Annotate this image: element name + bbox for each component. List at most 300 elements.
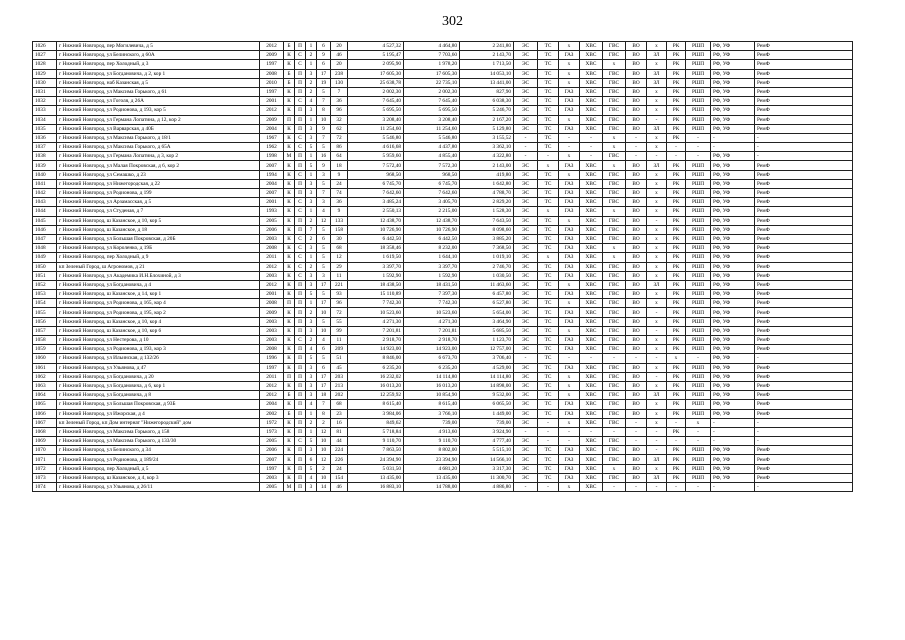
table-cell: г Нижний Новгород, ул Родионова, д 189/24	[57, 455, 260, 464]
table-cell: ВО	[626, 409, 647, 418]
table-cell: г Нижний Новгород, ул Большая Покровская, д 20Б	[57, 234, 260, 243]
table-cell: 4 616,68	[348, 143, 404, 152]
table-cell: РШП	[686, 308, 711, 317]
table-cell: 7 645,40	[404, 97, 460, 106]
table-cell: РК	[667, 234, 686, 243]
table-cell: 1	[306, 60, 317, 69]
table-cell: 7 742,30	[404, 299, 460, 308]
table-cell: -	[538, 418, 559, 427]
table-cell: ТС	[538, 473, 559, 482]
table-cell: РК	[667, 280, 686, 289]
table-cell: 1997	[260, 464, 284, 473]
table-cell: 9	[317, 51, 331, 60]
table-cell: 5 515,10	[460, 446, 514, 455]
table-cell: 4	[306, 97, 317, 106]
table-cell: ГАЗ	[559, 253, 580, 262]
table-cell: 7 642,60	[404, 189, 460, 198]
table-cell: РШП	[686, 363, 711, 372]
table-cell: х	[603, 133, 626, 142]
table-cell: 3	[317, 170, 331, 179]
table-cell: 10 523,60	[348, 308, 404, 317]
table-cell: 2004	[260, 179, 284, 188]
table-cell: 16 232,02	[348, 372, 404, 381]
table-cell: 2	[317, 418, 331, 427]
table-cell: С	[295, 262, 306, 271]
table-cell: 1 713,50	[460, 60, 514, 69]
table-cell: х	[647, 143, 667, 152]
table-cell: К	[284, 473, 295, 482]
table-cell: 64	[331, 152, 348, 161]
table-cell: 9	[317, 124, 331, 133]
table-cell: РК	[667, 464, 686, 473]
table-cell: 8	[317, 106, 331, 115]
table-cell: ГВС	[603, 372, 626, 381]
table-cell: 3 405,70	[404, 198, 460, 207]
table-cell: РК	[667, 271, 686, 280]
table-cell: 1042	[33, 189, 57, 198]
table-cell: 3	[306, 244, 317, 253]
table-cell: ЭС	[514, 290, 538, 299]
table-cell: 12	[317, 455, 331, 464]
table-cell: -	[686, 483, 711, 492]
table-cell: х	[559, 170, 580, 179]
table-cell: РемФ	[755, 124, 853, 133]
table-cell: 5 246,70	[460, 106, 514, 115]
table-cell: ЭС	[514, 78, 538, 87]
table-cell: 202	[331, 391, 348, 400]
table-cell: г Нижний Новгород, ш Казанское, д 18	[57, 225, 260, 234]
table-cell: -	[711, 418, 755, 427]
table-cell: РК	[667, 290, 686, 299]
table-cell: ВО	[626, 42, 647, 51]
table-cell: ГВС	[603, 87, 626, 96]
table-cell: Б	[284, 391, 295, 400]
table-row	[33, 473, 853, 482]
table-cell: 2002	[260, 409, 284, 418]
table-cell: 2009	[260, 51, 284, 60]
table-cell: ТС	[538, 326, 559, 335]
table-cell: ТС	[538, 143, 559, 152]
table-cell: 2003	[260, 336, 284, 345]
table-cell: ГВС	[603, 437, 626, 446]
table-cell: 6 673,70	[404, 354, 460, 363]
table-cell: 23 394,90	[404, 455, 460, 464]
table-cell: К	[284, 60, 295, 69]
table-cell: -	[603, 483, 626, 492]
table-cell: РШП	[686, 97, 711, 106]
table-cell: ХВС	[580, 483, 603, 492]
table-cell: г Нижний Новгород, пер Холодный, д 9	[57, 253, 260, 262]
table-cell: С	[295, 170, 306, 179]
table-cell: ВО	[626, 78, 647, 87]
table-cell: РК	[667, 446, 686, 455]
table-cell: РемФ	[755, 345, 853, 354]
table-cell: 1997	[260, 363, 284, 372]
table-cell: РК	[667, 189, 686, 198]
table-cell: П	[295, 446, 306, 455]
table-cell: -	[626, 427, 647, 436]
table-cell: 9	[317, 161, 331, 170]
table-cell: 2008	[260, 69, 284, 78]
table-cell: ХВС	[580, 207, 603, 216]
table-cell: ХВС	[580, 97, 603, 106]
table-cell: ХВС	[580, 115, 603, 124]
table-row	[33, 317, 853, 326]
table-cell: С	[295, 234, 306, 243]
table-cell: -	[626, 418, 647, 427]
table-cell: ЭС	[514, 271, 538, 280]
table-cell: -	[755, 152, 853, 161]
table-cell: П	[284, 115, 295, 124]
table-cell: 32	[331, 115, 348, 124]
table-cell: -	[647, 372, 667, 381]
table-cell: 4 464,80	[404, 42, 460, 51]
table-cell: Б	[284, 42, 295, 51]
table-cell: 4 527,32	[348, 42, 404, 51]
table-cell: г Нижний Новгород, ул Семашко, д 23	[57, 170, 260, 179]
table-cell: г Нижний Новгород, пер Холодный, д 3	[57, 60, 260, 69]
table-cell: 55	[331, 317, 348, 326]
table-cell: ТС	[538, 60, 559, 69]
table-cell: ХВС	[580, 464, 603, 473]
table-cell: РК	[667, 409, 686, 418]
table-cell: П	[284, 372, 295, 381]
table-cell: ЭС	[514, 42, 538, 51]
table-cell: К	[284, 345, 295, 354]
table-cell: ГАЗ	[559, 87, 580, 96]
table-cell: х	[647, 363, 667, 372]
table-cell: 4 271,30	[404, 317, 460, 326]
table-cell: П	[295, 179, 306, 188]
table-cell: -	[626, 437, 647, 446]
table-cell: ГВС	[603, 409, 626, 418]
table-cell: К	[284, 124, 295, 133]
table-cell: г Нижний Новгород, ул Родионова, д 193, кор 3	[57, 345, 260, 354]
table-cell: г Нижний Новгород, ул Максима Горького, д 133/30	[57, 437, 260, 446]
table-row	[33, 391, 853, 400]
table-cell: х	[603, 143, 626, 152]
table-cell: 46	[331, 51, 348, 60]
table-cell: 1060	[33, 354, 57, 363]
table-row	[33, 326, 853, 335]
table-cell: РемФ	[755, 473, 853, 482]
table-cell: 1048	[33, 244, 57, 253]
table-cell: 419,80	[460, 170, 514, 179]
table-cell: РФ, УФ	[711, 78, 755, 87]
table-cell: 11	[331, 271, 348, 280]
table-cell: -	[686, 427, 711, 436]
table-cell: -	[647, 354, 667, 363]
table-cell: 2011	[260, 372, 284, 381]
table-cell: РФ, УФ	[711, 225, 755, 234]
table-row	[33, 225, 853, 234]
table-cell: 7	[331, 87, 348, 96]
table-cell: РФ, УФ	[711, 308, 755, 317]
table-cell: ЗЛ	[647, 455, 667, 464]
table-cell: РК	[667, 262, 686, 271]
table-cell: К	[284, 179, 295, 188]
table-cell: -	[755, 133, 853, 142]
table-cell: 3	[317, 271, 331, 280]
table-cell: 1 644,10	[404, 253, 460, 262]
table-cell: К	[284, 87, 295, 96]
table-cell: ТС	[538, 42, 559, 51]
table-cell: 1044	[33, 207, 57, 216]
table-cell: ЗЛ	[647, 78, 667, 87]
table-cell: Б	[284, 409, 295, 418]
table-cell: ГАЗ	[559, 363, 580, 372]
table-cell: 4 788,70	[460, 189, 514, 198]
table-cell: -	[538, 427, 559, 436]
table-cell: РК	[667, 363, 686, 372]
table-cell: РФ, УФ	[711, 234, 755, 243]
table-cell: 96	[331, 106, 348, 115]
table-cell: 3	[306, 381, 317, 390]
table-cell: 2005	[260, 437, 284, 446]
table-cell: РемФ	[755, 363, 853, 372]
table-cell: 3	[306, 317, 317, 326]
table-cell: 7	[317, 400, 331, 409]
table-cell: 8	[317, 409, 331, 418]
table-cell: 4 777,40	[460, 437, 514, 446]
table-cell: К	[284, 143, 295, 152]
table-cell: П	[295, 290, 306, 299]
table-cell: 1	[306, 409, 317, 418]
table-cell: х	[647, 97, 667, 106]
table-cell: ВО	[626, 69, 647, 78]
table-cell: 2008	[260, 299, 284, 308]
table-cell: ВО	[626, 345, 647, 354]
table-cell: 2005	[260, 216, 284, 225]
table-cell: ГВС	[603, 152, 626, 161]
table-cell: ГВС	[603, 115, 626, 124]
table-cell: 72	[331, 308, 348, 317]
table-cell: РемФ	[755, 400, 853, 409]
table-cell: РШП	[686, 290, 711, 299]
table-cell: 12 438,70	[348, 216, 404, 225]
table-cell: г Нижний Новгород, ул Арзамасская, д 5	[57, 198, 260, 207]
table-cell: 5	[306, 161, 317, 170]
table-cell: 2 167,20	[460, 115, 514, 124]
table-cell: х	[538, 253, 559, 262]
table-cell: ТС	[538, 336, 559, 345]
table-cell: 2006	[260, 446, 284, 455]
table-cell: 18 358,46	[348, 244, 404, 253]
table-cell: 4 529,00	[460, 363, 514, 372]
table-row	[33, 354, 853, 363]
table-cell: ЭС	[514, 161, 538, 170]
table-cell: ЗЛ	[647, 161, 667, 170]
table-cell: РФ, УФ	[711, 446, 755, 455]
table-cell: ГВС	[603, 400, 626, 409]
table-cell: 17 605,30	[348, 69, 404, 78]
table-cell: 221	[331, 280, 348, 289]
table-cell: ГВС	[603, 170, 626, 179]
table-cell: 154	[331, 473, 348, 482]
table-cell: 11	[331, 336, 348, 345]
table-cell: 6 745,70	[348, 179, 404, 188]
table-cell: П	[295, 418, 306, 427]
table-cell: ХВС	[580, 198, 603, 207]
table-cell: 1043	[33, 198, 57, 207]
table-cell: РШП	[686, 336, 711, 345]
table-cell: РШП	[686, 464, 711, 473]
table-cell: -	[647, 437, 667, 446]
table-cell: 2008	[260, 345, 284, 354]
table-cell: П	[295, 391, 306, 400]
table-cell: РФ, УФ	[711, 354, 755, 363]
table-cell: ВО	[626, 326, 647, 335]
table-cell: х	[647, 400, 667, 409]
table-cell: ГВС	[603, 308, 626, 317]
table-cell: РФ, УФ	[711, 409, 755, 418]
table-cell: х	[559, 372, 580, 381]
table-cell: П	[295, 87, 306, 96]
table-cell: 5	[317, 225, 331, 234]
table-cell: 18 438,50	[348, 280, 404, 289]
table-cell: ГАЗ	[559, 234, 580, 243]
table-cell: 1031	[33, 87, 57, 96]
table-cell: г Нижний Новгород, ул Белинского, д 60А	[57, 51, 260, 60]
table-cell: 22 735,10	[404, 78, 460, 87]
table-cell: 1 030,50	[460, 271, 514, 280]
table-cell: х	[603, 244, 626, 253]
table-cell: х	[559, 280, 580, 289]
table-cell: -	[711, 133, 755, 142]
table-cell: ТС	[538, 106, 559, 115]
table-cell: РФ, УФ	[711, 455, 755, 464]
table-cell: ТС	[538, 363, 559, 372]
table-cell: ГВС	[603, 198, 626, 207]
table-cell: РШП	[686, 161, 711, 170]
table-cell: ВО	[626, 189, 647, 198]
table-cell: 1	[306, 207, 317, 216]
table-cell: ХВС	[580, 381, 603, 390]
table-cell: -	[514, 133, 538, 142]
table-cell: 1054	[33, 299, 57, 308]
table-cell: 1996	[260, 354, 284, 363]
table-cell: РК	[667, 345, 686, 354]
table-cell: 14 114,80	[404, 372, 460, 381]
table-cell: 1068	[33, 427, 57, 436]
table-cell: РК	[667, 42, 686, 51]
table-row	[33, 189, 853, 198]
table-cell: 25 638,78	[348, 78, 404, 87]
table-cell: РемФ	[755, 290, 853, 299]
table-cell: ЭС	[514, 455, 538, 464]
table-cell: 1065	[33, 400, 57, 409]
table-cell: 46	[331, 483, 348, 492]
table-cell: РК	[667, 133, 686, 142]
table-cell: ЗЛ	[647, 51, 667, 60]
table-cell: ЭС	[514, 106, 538, 115]
table-cell: РК	[667, 381, 686, 390]
table-cell: ВО	[626, 87, 647, 96]
table-cell: К	[284, 290, 295, 299]
table-cell: С	[295, 271, 306, 280]
table-cell: РФ, УФ	[711, 179, 755, 188]
table-cell: ВО	[626, 115, 647, 124]
table-cell: ТС	[538, 354, 559, 363]
table-cell: 2011	[260, 253, 284, 262]
table-cell: -	[514, 143, 538, 152]
table-cell: РШП	[686, 372, 711, 381]
table-cell: 11 254,60	[404, 124, 460, 133]
table-cell: х	[603, 207, 626, 216]
table-row	[33, 60, 853, 69]
table-cell: х	[647, 106, 667, 115]
table-cell: 14	[317, 483, 331, 492]
table-row	[33, 253, 853, 262]
table-cell: С	[295, 60, 306, 69]
table-cell: 2007	[260, 161, 284, 170]
table-cell: -	[686, 133, 711, 142]
table-cell: 4 271,30	[348, 317, 404, 326]
table-cell: 68	[331, 400, 348, 409]
table-cell: 3 397,70	[404, 262, 460, 271]
table-cell: 24	[331, 464, 348, 473]
table-cell: РШП	[686, 115, 711, 124]
table-cell: х	[647, 234, 667, 243]
table-cell: ЭС	[514, 345, 538, 354]
table-cell: 1067	[33, 418, 57, 427]
table-cell: РШП	[686, 326, 711, 335]
table-cell: К	[284, 427, 295, 436]
table-cell: 1	[306, 42, 317, 51]
table-cell: ХВС	[580, 280, 603, 289]
table-cell: М	[284, 483, 295, 492]
table-cell: ВО	[626, 317, 647, 326]
table-cell: 1030	[33, 78, 57, 87]
table-cell: х	[647, 290, 667, 299]
table-cell: 6 745,70	[404, 179, 460, 188]
table-cell: 2 241,80	[460, 42, 514, 51]
table-cell: г Нижний Новгород, ул Богдановича, д 8	[57, 391, 260, 400]
table-cell: 1052	[33, 280, 57, 289]
table-cell: 6	[317, 345, 331, 354]
table-cell: 1070	[33, 446, 57, 455]
table-cell: 11 300,70	[460, 473, 514, 482]
table-cell: ТС	[538, 290, 559, 299]
table-cell: ВО	[626, 207, 647, 216]
table-cell: ГВС	[603, 455, 626, 464]
table-cell: К	[284, 280, 295, 289]
table-cell: 10	[317, 473, 331, 482]
table-cell: г Нижний Новгород, ул Нестерова, д 10	[57, 336, 260, 345]
table-cell: 3 706,40	[460, 354, 514, 363]
table-cell: 7 645,40	[348, 97, 404, 106]
table-cell: ХВС	[580, 78, 603, 87]
table-cell: 17	[317, 372, 331, 381]
table-cell: ВО	[626, 290, 647, 299]
table-cell: П	[295, 299, 306, 308]
table-cell: 7	[317, 133, 331, 142]
table-cell: х	[559, 483, 580, 492]
table-cell: х	[686, 418, 711, 427]
table-cell: -	[626, 483, 647, 492]
table-cell: ВО	[626, 280, 647, 289]
table-cell: 2 746,70	[460, 262, 514, 271]
table-cell: 2003	[260, 473, 284, 482]
table-cell: ВО	[626, 446, 647, 455]
table-cell: РемФ	[755, 308, 853, 317]
table-cell: ГВС	[603, 69, 626, 78]
table-cell: П	[295, 42, 306, 51]
table-cell: ЭС	[514, 391, 538, 400]
table-cell: 3	[306, 363, 317, 372]
table-cell: Б	[284, 69, 295, 78]
table-cell: ЭС	[514, 51, 538, 60]
